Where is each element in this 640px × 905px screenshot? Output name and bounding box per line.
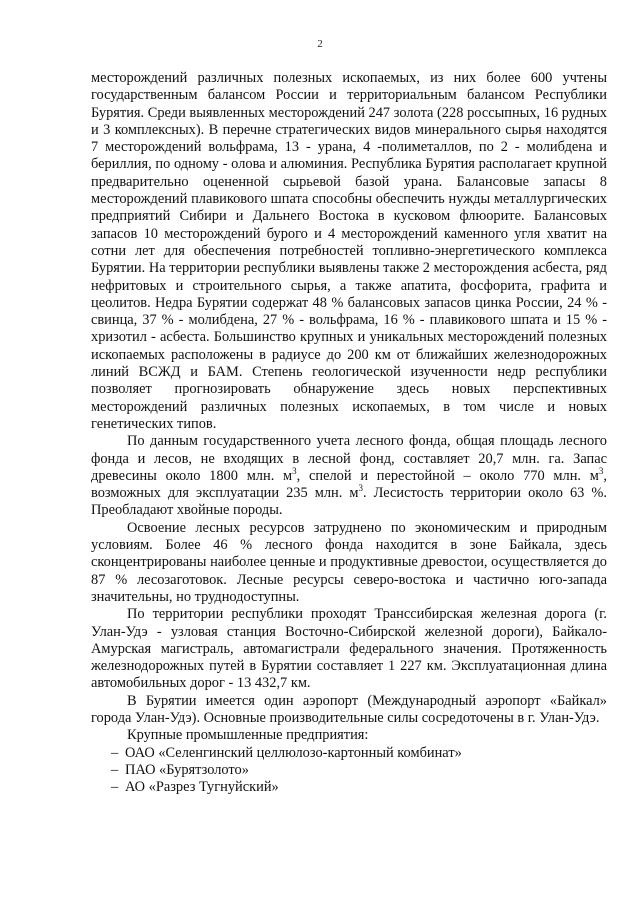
superscript-cubic-3: 3 (358, 483, 363, 494)
list-dash: – (111, 744, 119, 761)
paragraph-transport: По территории республики проходят Транссибирская железная дорога (г. Улан-Удэ - узловая станция Восточно-Сибирской железной дороги), Байкало-Амурская магистраль, автомагистрали федерального значения. Протяженность железнодорожных путей в Бурятии составляет 1 227 км. Эксплуатационная длина автомобильных дорог - 13 432,7 км. (91, 606, 607, 692)
paragraph-mineral-resources: месторождений различных полезных ископаемых, из них более 600 учтены государственным балансом России и территориальным балансом Республики Бурятия. Среди выявленных месторождений 247 золота (228 россыпных, 16 рудных и 3 комплексных). В перечне стратегических видов минерального сырья находятся 7 месторождений вольфрама, 13 - урана, 4 -полиметаллов, по 2 - молибдена и бериллия, по одному - олова и алюминия. Республика Бурятия располагает крупной предварительно оцененной сырьевой базой урана. Балансовые запасы 8 месторождений плавикового шпата способны обеспечить нужды металлургических предприятий Сибири и Дальнего Востока в кусковом флюорите. Балансовых запасов 10 месторождений бурого и 4 месторождений каменного угля хватит на сотни лет для обеспечения потребностей топливно-энергетического комплекса Бурятии. На территории республики выявлены также 2 месторождения асбеста, ряд нефритовых и строительного сырья, а также апатита, фосфорита, графита и цеолитов. Недра Бурятии содержат 48 % балансовых запасов цинка России, 24 % - свинца, 37 % - молибдена, 27 % - вольфрама, 16 % - плавикового шпата и 15 % - хризотил - асбеста. Большинство крупных и уникальных месторождений полезных ископаемых расположены в радиусе до 200 км от ближайших железнодорожных линий ВСЖД и БАМ. Степень геологической изученности недр республики позволяет прогнозировать обнаружение здесь новых перспективных месторождений различных полезных ископаемых, в том числе и новых генетических типов. (91, 70, 607, 432)
list-dash: – (111, 761, 119, 778)
paragraph-airport: В Бурятии имеется один аэропорт (Международный аэропорт «Байкал» города Улан-Удэ). Основные производительные силы сосредоточены в г. Улан-Удэ. (91, 692, 607, 726)
list-item (91, 762, 607, 779)
superscript-cubic-2: 3 (598, 466, 604, 477)
list-item (91, 745, 607, 762)
paragraph-forest-development: Освоение лесных ресурсов затруднено по экономическим и природным условиям. Более 46 % лесного фонда находится в зоне Байкала, здесь сконцентрированы наиболее ценные и продуктивные древостои, осуществляется до 87 % лесозаготовок. Лесные ресурсы северо-востока и частично юго-запада значительны, но труднодоступны. (91, 519, 607, 605)
paragraph-forest-fund (91, 433, 607, 519)
superscript-cubic-1: 3 (292, 466, 297, 477)
forest-text-1: По данным государственного учета лесного фонда, общая площадь лесного фонда и лесов, не входящих в лесной фонд, составляет 20,7 млн. га. Запас древесины около 1800 млн. м (91, 433, 607, 484)
list-dash: – (111, 779, 119, 796)
page-number: 2 (317, 38, 323, 50)
enterprises-list (91, 745, 607, 797)
document-body (91, 70, 607, 796)
list-item-text: ПАО «Бурятзолото» (125, 761, 249, 778)
list-item-text: АО «Разрез Тугнуйский» (125, 779, 279, 796)
forest-text-4: . Лесистость территории около 63 %. Преобладают хвойные породы. (91, 485, 607, 519)
list-item (91, 779, 607, 796)
paragraph-enterprises-heading: Крупные промышленные предприятия: (127, 727, 369, 744)
list-item-text: ОАО «Селенгинский целлюлозо-картонный комбинат» (125, 744, 462, 761)
forest-text-2: , спелой и перестойной – около 770 млн. м (296, 467, 599, 484)
forest-text-3: , возможных для эксплуатации 235 млн. м (91, 467, 607, 502)
